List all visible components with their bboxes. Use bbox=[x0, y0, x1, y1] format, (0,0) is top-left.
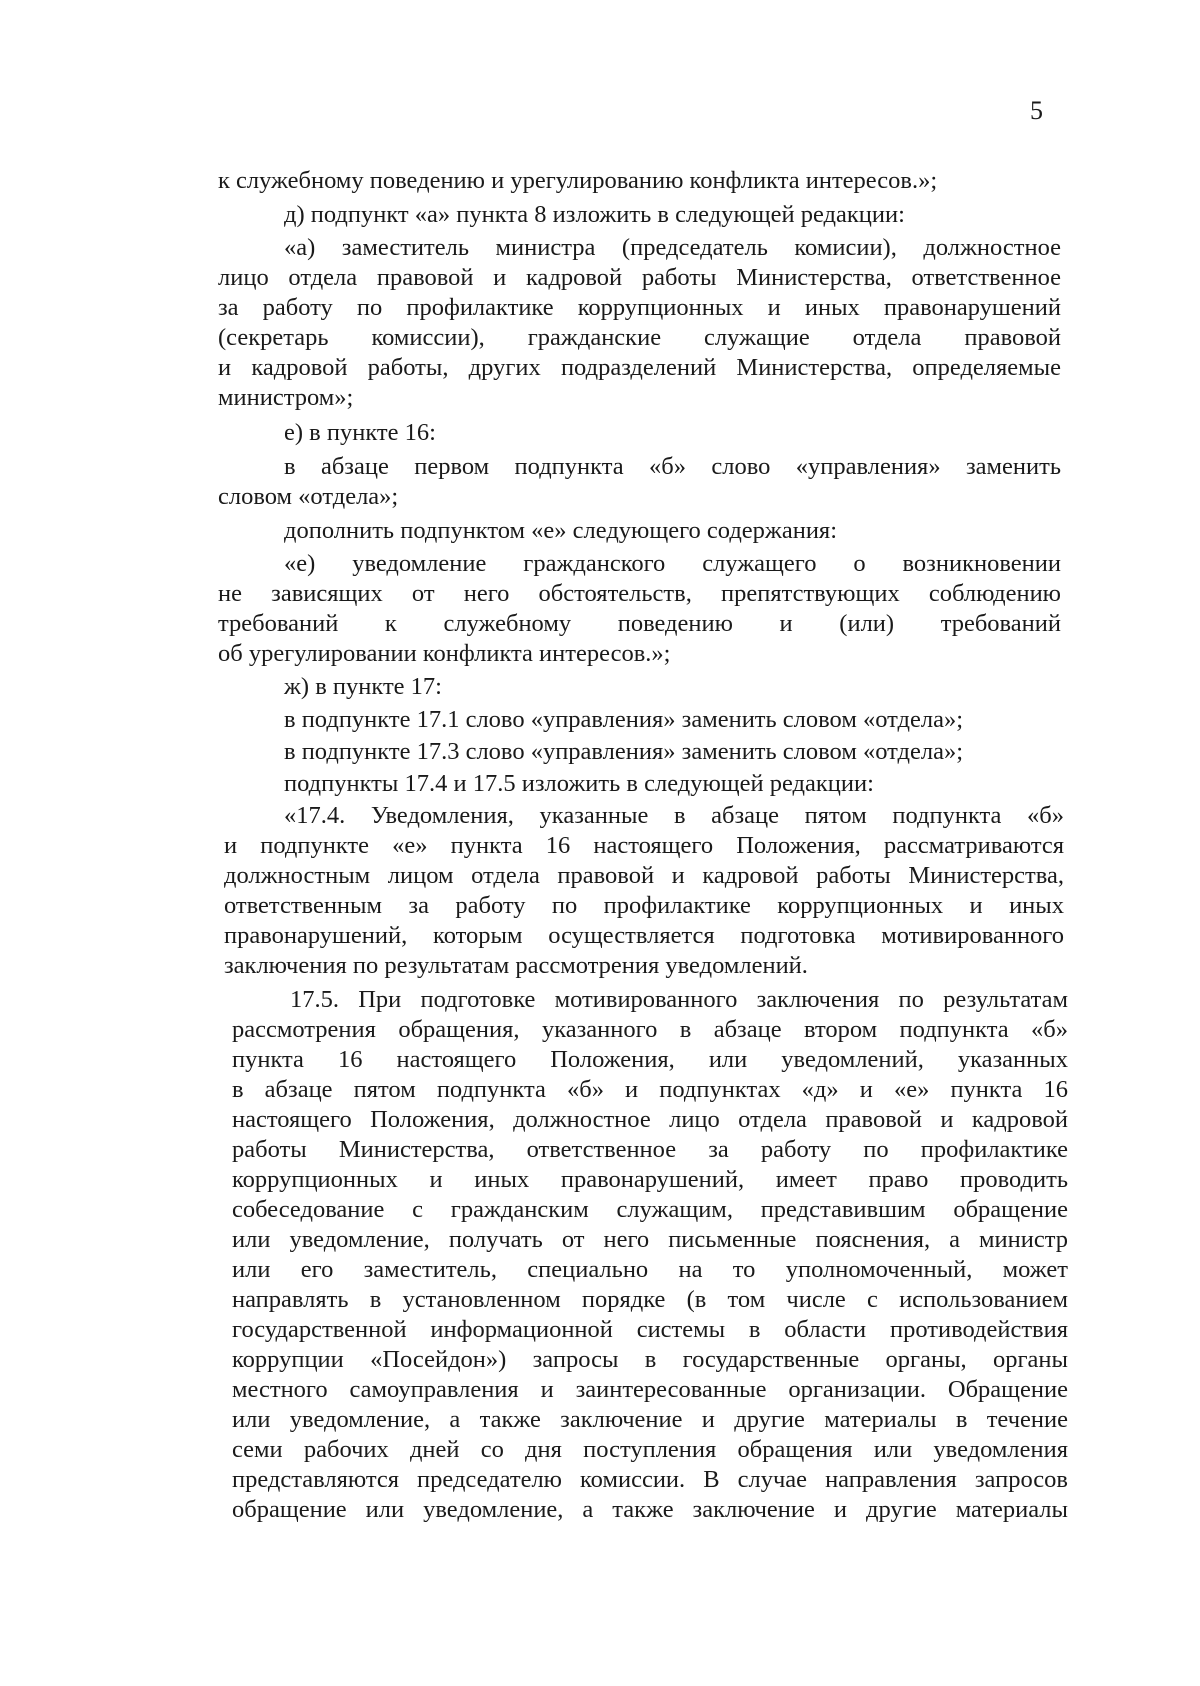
text-line: об урегулировании конфликта интересов.»; bbox=[218, 640, 671, 667]
text-line: работы Министерства, ответственное за работу по профилактике bbox=[232, 1136, 1068, 1163]
text-line: в подпункте 17.1 слово «управления» заменить словом «отдела»; bbox=[284, 706, 964, 733]
text-line: к служебному поведению и урегулированию конфликта интересов.»; bbox=[218, 167, 938, 194]
text-line: или его заместитель, специально на то уполномоченный, может bbox=[232, 1256, 1068, 1283]
text-line: представляются председателю комиссии. В случае направления запросов bbox=[232, 1466, 1068, 1493]
text-line: подпункты 17.4 и 17.5 изложить в следующей редакции: bbox=[284, 770, 874, 797]
text-line: настоящего Положения, должностное лицо отдела правовой и кадровой bbox=[232, 1106, 1068, 1133]
text-line: требований к служебному поведению и (или) требований bbox=[218, 610, 1061, 637]
text-line: государственной информационной системы в области противодействия bbox=[232, 1316, 1068, 1343]
text-line: за работу по профилактике коррупционных и иных правонарушений bbox=[218, 294, 1061, 321]
text-line: 17.5. При подготовке мотивированного заключения по результатам bbox=[290, 986, 1068, 1013]
text-line: направлять в установленном порядке (в том числе с использованием bbox=[232, 1286, 1068, 1313]
text-line: лицо отдела правовой и кадровой работы Министерства, ответственное bbox=[218, 264, 1061, 291]
text-line: не зависящих от него обстоятельств, препятствующих соблюдению bbox=[218, 580, 1061, 607]
text-line: дополнить подпунктом «е» следующего содержания: bbox=[284, 517, 838, 544]
text-line: словом «отдела»; bbox=[218, 483, 399, 510]
text-line: должностным лицом отдела правовой и кадровой работы Министерства, bbox=[224, 862, 1064, 889]
text-line: «17.4. Уведомления, указанные в абзаце пятом подпункта «б» bbox=[284, 802, 1064, 829]
text-line: в абзаце первом подпункта «б» слово «управления» заменить bbox=[284, 453, 1061, 480]
text-line: заключения по результатам рассмотрения уведомлений. bbox=[224, 952, 808, 979]
text-line: в подпункте 17.3 слово «управления» заменить словом «отдела»; bbox=[284, 738, 964, 765]
text-line: обращение или уведомление, а также заключение и другие материалы bbox=[232, 1496, 1068, 1523]
text-line: или уведомление, получать от него письменные пояснения, а министр bbox=[232, 1226, 1068, 1253]
text-line: коррупции «Посейдон») запросы в государственные органы, органы bbox=[232, 1346, 1068, 1373]
text-line: д) подпункт «а» пункта 8 изложить в следующей редакции: bbox=[284, 201, 905, 228]
text-line: и кадровой работы, других подразделений Министерства, определяемые bbox=[218, 354, 1061, 381]
text-line: «е) уведомление гражданского служащего о возникновении bbox=[284, 550, 1061, 577]
text-line: е) в пункте 16: bbox=[284, 419, 436, 446]
page-number: 5 bbox=[1030, 96, 1043, 125]
text-line: министром»; bbox=[218, 384, 354, 411]
text-line: в абзаце пятом подпункта «б» и подпунктах «д» и «е» пункта 16 bbox=[232, 1076, 1068, 1103]
text-line: ответственным за работу по профилактике коррупционных и иных bbox=[224, 892, 1064, 919]
text-line: или уведомление, а также заключение и другие материалы в течение bbox=[232, 1406, 1068, 1433]
text-line: ж) в пункте 17: bbox=[284, 673, 442, 700]
text-line: «а) заместитель министра (председатель комисии), должностное bbox=[284, 234, 1061, 261]
text-line: и подпункте «е» пункта 16 настоящего Положения, рассматриваются bbox=[224, 832, 1064, 859]
text-line: (секретарь комиссии), гражданские служащие отдела правовой bbox=[218, 324, 1061, 351]
text-line: рассмотрения обращения, указанного в абзаце втором подпункта «б» bbox=[232, 1016, 1068, 1043]
text-line: местного самоуправления и заинтересованные организации. Обращение bbox=[232, 1376, 1068, 1403]
text-line: правонарушений, которым осуществляется подготовка мотивированного bbox=[224, 922, 1064, 949]
text-line: собеседование с гражданским служащим, представившим обращение bbox=[232, 1196, 1068, 1223]
text-line: коррупционных и иных правонарушений, имеет право проводить bbox=[232, 1166, 1068, 1193]
text-line: пункта 16 настоящего Положения, или уведомлений, указанных bbox=[232, 1046, 1068, 1073]
text-line: семи рабочих дней со дня поступления обращения или уведомления bbox=[232, 1436, 1068, 1463]
